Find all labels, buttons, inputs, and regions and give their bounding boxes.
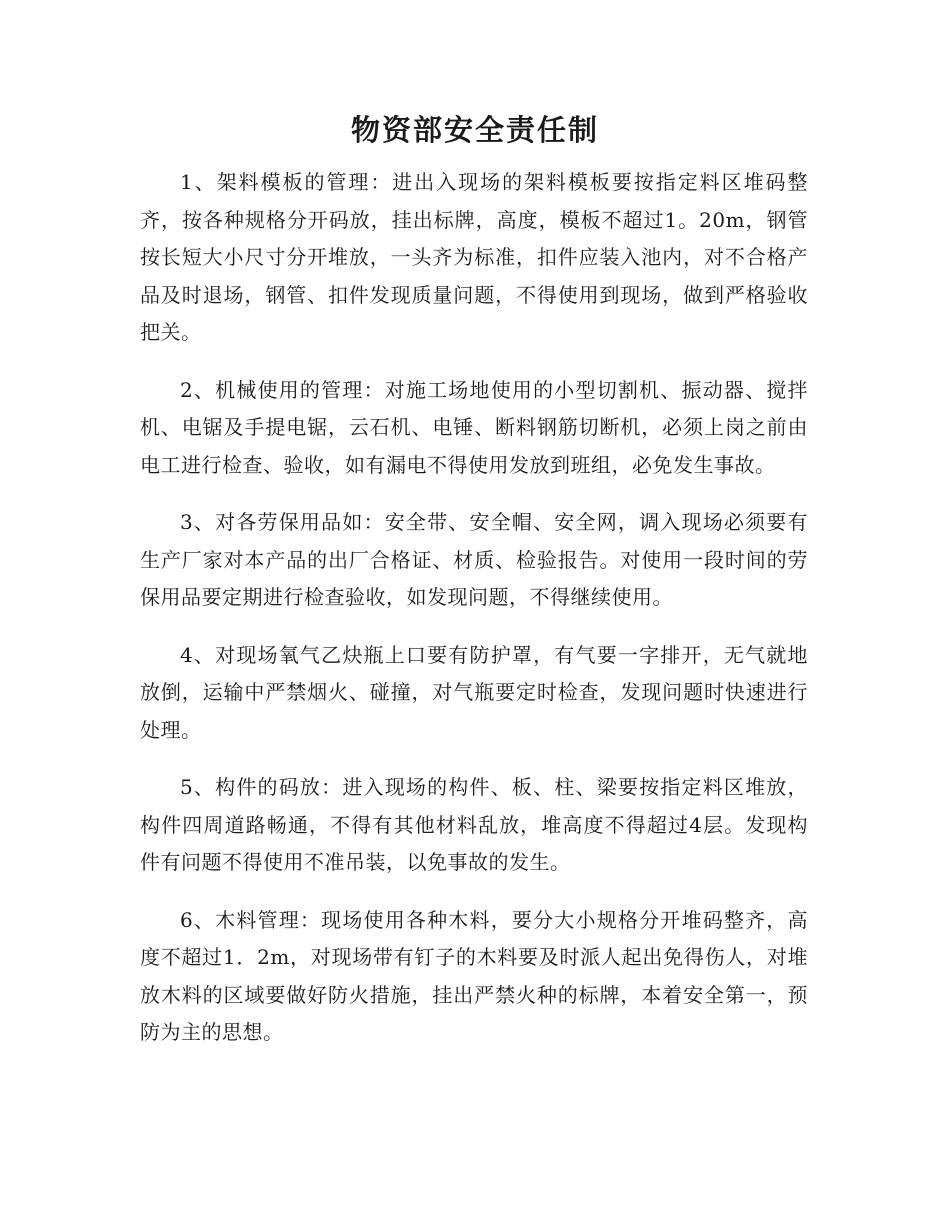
document-title: 物资部安全责任制 [350,113,599,147]
paragraph-4: 4、对现场氧气乙炔瓶上口要有防护罩，有气要一字排开，无气就地放倒，运输中严禁烟火、碰撞，对气瓶要定时检查，发现问题时快速进行处理。 [140,642,808,742]
document-body [140,164,808,1072]
paragraph-1: 1、架料模板的管理：进出入现场的架料模板要按指定料区堆码整齐，按各种规格分开码放，挂出标牌，高度，模板不超过1。20m，钢管按长短大小尺寸分开堆放，一头齐为标准，扣件应装入池内，对不合格产品及时退场，钢管、扣件发现质量问题，不得使用到现场，做到严格验收把关。 [140,170,808,344]
paragraph-6: 6、木料管理：现场使用各种木料，要分大小规格分开堆码整齐，高度不超过1．2m，对现场带有钉子的木料要及时派人起出免得伤人，对堆放木料的区域要做好防火措施，挂出严禁火种的标牌，本着安全第一，预防为主的思想。 [140,907,808,1044]
paragraph-5: 5、构件的码放：进入现场的构件、板、柱、梁要按指定料区堆放，构件四周道路畅通，不得有其他材料乱放，堆高度不得超过4层。发现构件有问题不得使用不准吊装，以免事故的发生。 [140,775,808,874]
paragraph-3: 3、对各劳保用品如：安全带、安全帽、安全网，调入现场必须要有生产厂家对本产品的出厂合格证、材质、检验报告。对使用一段时间的劳保用品要定期进行检查验收，如发现问题，不得继续使用。 [140,510,808,609]
paragraph-2: 2、机械使用的管理：对施工场地使用的小型切割机、振动器、搅拌机、电锯及手提电锯，云石机、电锤、断料钢筋切断机，必须上岗之前由电工进行检查、验收，如有漏电不得使用发放到班组，必免发生事故。 [140,377,808,477]
